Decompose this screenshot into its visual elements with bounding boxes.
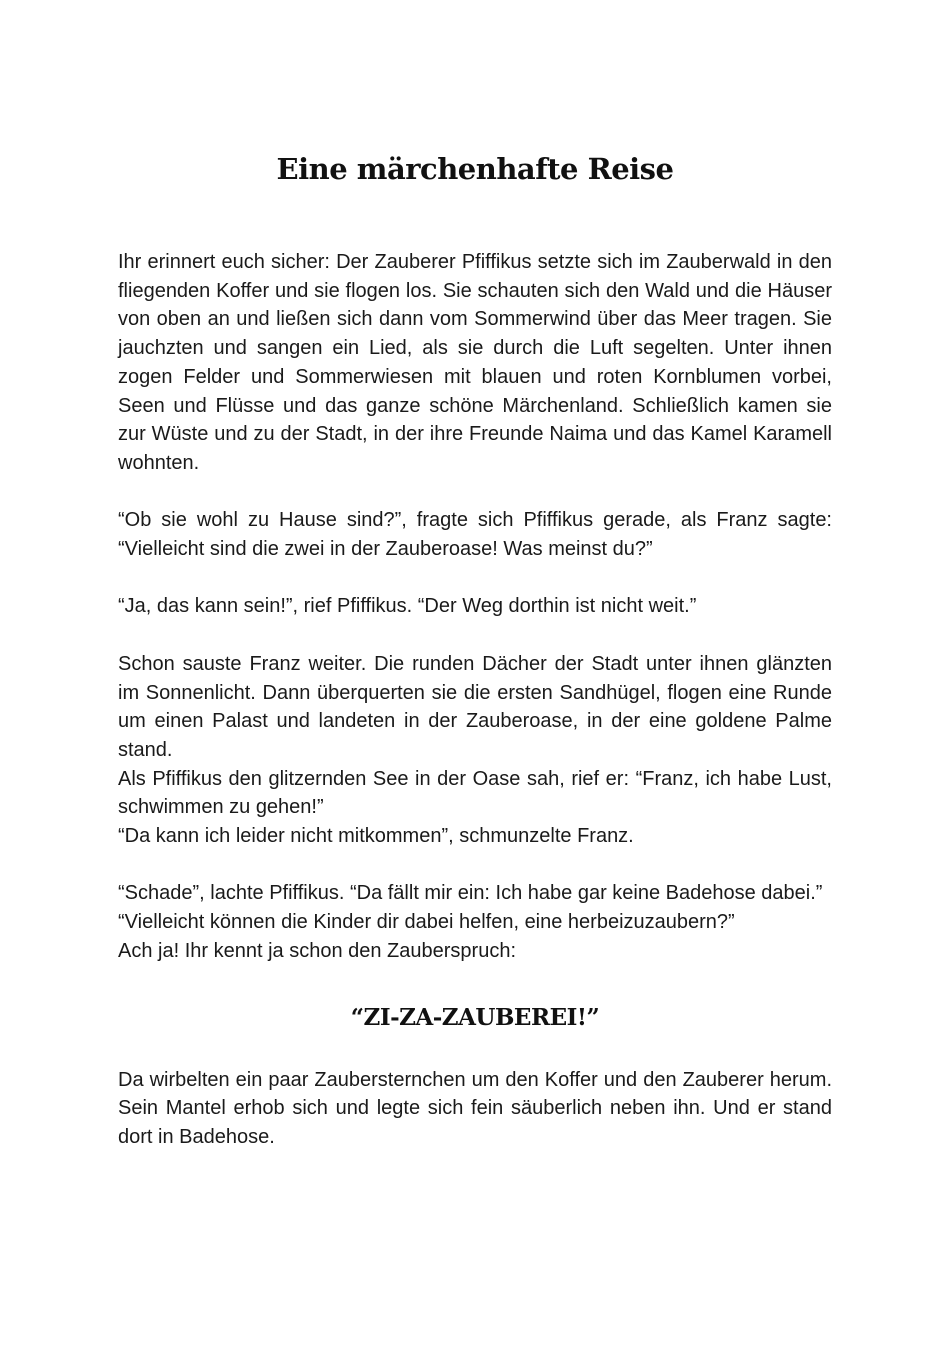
paragraph-intro: Ihr erinnert euch sicher: Der Zauberer Pfiffikus setzte sich im Zauberwald in den fliegenden Koffer und sie flogen los. Sie schauten sich den Wald und die Häuser von oben an und ließen sich dann vom Sommerwind über das Meer tragen. Sie jauchzten und sangen ein Lied, als sie durch die Luft segelten. Unter ihnen zogen Felder und Sommerwiesen mit blauen und roten Kornblumen vorbei, Seen und Flüsse und das ganze schöne Märchenland. Schließlich kamen sie zur Wüste und zu der Stadt, in der ihre Freunde Naima und das Kamel Karamell wohnten. bbox=[118, 251, 832, 474]
paragraph-swimsuit: “Schade”, lachte Pfiffikus. “Da fällt mir ein: Ich habe gar keine Badehose dabei.” bbox=[118, 882, 823, 905]
magic-spell-heading: “ZI-ZA-ZAUBEREI!” bbox=[350, 1003, 600, 1031]
paragraph-closing: Da wirbelten ein paar Zaubersternchen um den Koffer und den Zauberer herum. Sein Mantel erhob sich und legte sich fein säuberlich neben ihn. Und er stand dort in Badehose. bbox=[118, 1068, 832, 1148]
paragraph-franz-reply: “Da kann ich leider nicht mitkommen”, schmunzelte Franz. bbox=[118, 825, 634, 848]
paragraph-answer: “Ja, das kann sein!”, rief Pfiffikus. “Der Weg dorthin ist nicht weit.” bbox=[118, 595, 697, 618]
story-body bbox=[118, 248, 832, 1152]
paragraph-flight: Schon sauste Franz weiter. Die runden Dächer der Stadt unter ihnen glänzten im Sonnenlicht. Dann überquerten sie die ersten Sandhügel, flogen eine Runde um einen Palast und landeten in der Zauberoase, in der eine goldene Palme stand. bbox=[118, 652, 832, 761]
document-title: Eine märchenhafte Reise bbox=[276, 152, 674, 186]
paragraph-spell-intro: Ach ja! Ihr kennt ja schon den Zauberspruch: bbox=[118, 939, 517, 962]
paragraph-question: “Ob sie wohl zu Hause sind?”, fragte sich Pfiffikus gerade, als Franz sagte: “Vielleicht sind die zwei in der Zauberoase! Was meinst du?” bbox=[118, 509, 832, 561]
document-page bbox=[118, 0, 832, 1152]
paragraph-lake: Als Pfiffikus den glitzernden See in der Oase sah, rief er: “Franz, ich habe Lust, schwimmen zu gehen!” bbox=[118, 767, 832, 819]
paragraph-children-help: “Vielleicht können die Kinder dir dabei helfen, eine herbeizuzaubern?” bbox=[118, 911, 735, 934]
